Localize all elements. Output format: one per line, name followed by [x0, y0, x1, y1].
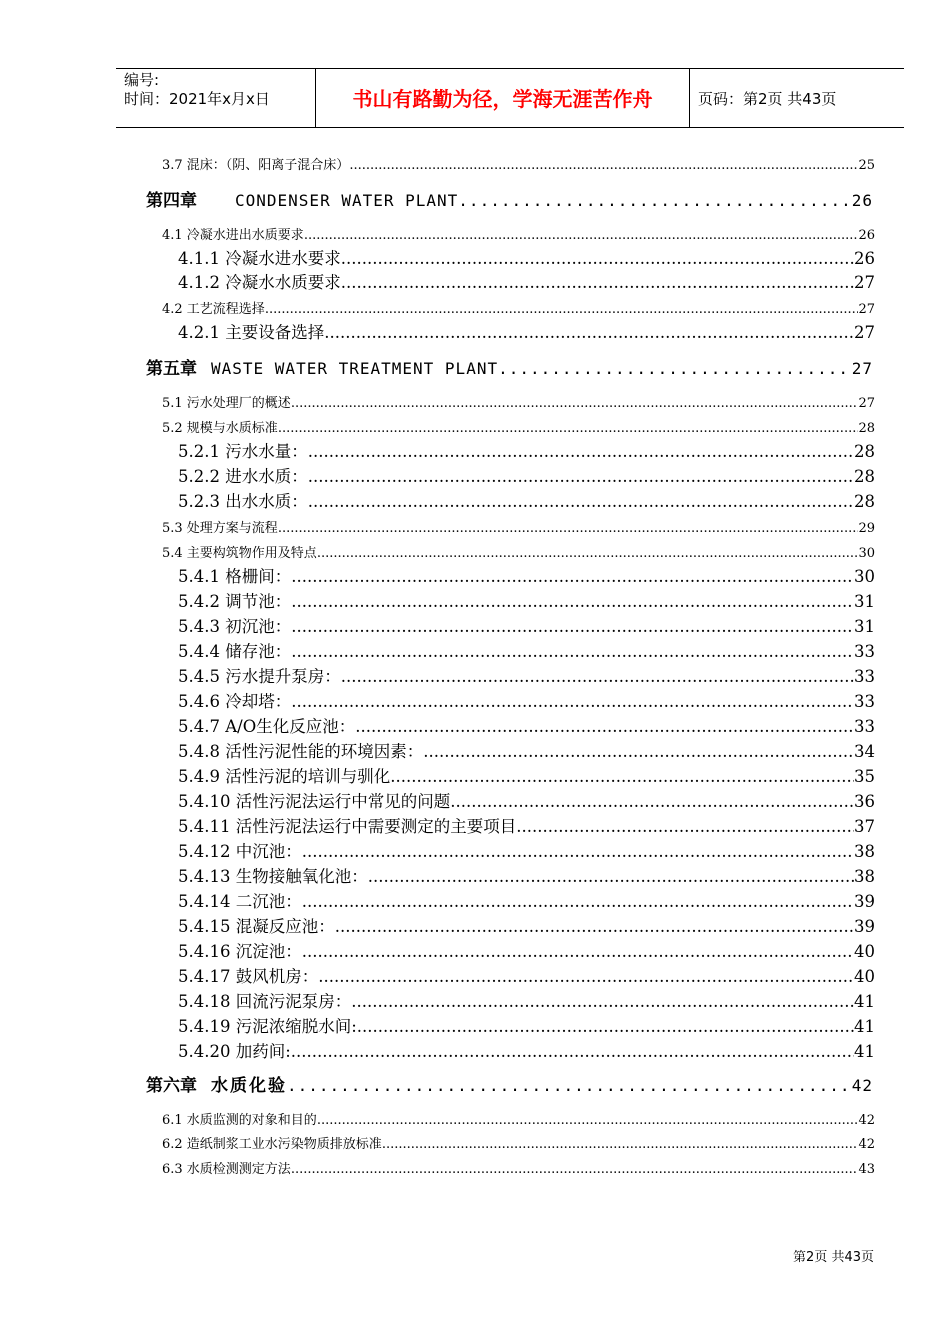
- toc-page-number: 33: [854, 692, 875, 711]
- toc-dot-leader: [304, 227, 859, 245]
- toc-page-number: 28: [854, 467, 875, 486]
- toc-page-number: 42: [858, 1137, 875, 1152]
- toc-dot-leader: [498, 358, 852, 380]
- toc-entry[interactable]: [178, 616, 875, 638]
- toc-entry-title: 4.1.1 冷凝水进水要求: [178, 249, 341, 268]
- toc-entry-title: 4.1.2 冷凝水水质要求: [178, 273, 341, 292]
- toc-entry-title: 4.1 冷凝水进出水质要求: [162, 228, 304, 243]
- toc-entry-title: 6.3 水质检测测定方法: [162, 1162, 291, 1177]
- toc-page-number: 27: [854, 273, 875, 292]
- toc-dot-leader: [291, 691, 854, 713]
- toc-entry[interactable]: [178, 916, 875, 938]
- toc-entry[interactable]: [162, 520, 875, 538]
- toc-entry-title: 5.4.16 沉淀池：: [178, 942, 302, 961]
- toc-dot-leader: [278, 520, 859, 538]
- toc-dot-leader: [291, 641, 854, 663]
- toc-entry-title: 5.4.7 A/O生化反应池：: [178, 717, 356, 736]
- toc-page-number: 27: [854, 323, 875, 342]
- toc-dot-leader: [349, 157, 858, 175]
- toc-page-number: 36: [854, 792, 875, 811]
- toc-page-number: 41: [854, 1042, 875, 1061]
- toc-entry-title: 5.4 主要构筑物作用及特点: [162, 546, 317, 561]
- toc-dot-leader: [324, 322, 854, 344]
- toc-entry[interactable]: [162, 395, 875, 413]
- toc-entry[interactable]: [162, 420, 875, 438]
- toc-chapter-entry[interactable]: [146, 358, 873, 380]
- toc-page-number: 40: [854, 967, 875, 986]
- toc-entry-title: 5.4.9 活性污泥的培训与驯化: [178, 767, 391, 786]
- toc-dot-leader: [335, 916, 854, 938]
- toc-page-number: 33: [854, 667, 875, 686]
- toc-page-number: 38: [854, 867, 875, 886]
- toc-dot-leader: [308, 491, 854, 513]
- serial-label: 编号:: [124, 71, 160, 89]
- toc-entry[interactable]: [178, 966, 875, 988]
- toc-page-number: 33: [854, 717, 875, 736]
- toc-dot-leader: [287, 1075, 852, 1097]
- toc-page-number: 28: [854, 492, 875, 511]
- toc-page-number: 28: [854, 442, 875, 461]
- toc-entry[interactable]: [162, 301, 875, 319]
- toc-entry[interactable]: [178, 891, 875, 913]
- toc-dot-leader: [450, 791, 854, 813]
- toc-page-number: 30: [854, 567, 875, 586]
- toc-page-number: 31: [854, 617, 875, 636]
- toc-dot-leader: [357, 1016, 854, 1038]
- toc-entry[interactable]: [178, 741, 875, 763]
- toc-entry-title: 6.2 造纸制浆工业水污染物质排放标准: [162, 1137, 382, 1152]
- toc-dot-leader: [302, 891, 854, 913]
- toc-entry-title: 5.2.3 出水水质：: [178, 492, 308, 511]
- toc-entry-title: 4.2 工艺流程选择: [162, 302, 265, 317]
- toc-entry-title: 5.4.11 活性污泥法运行中需要测定的主要项目: [178, 817, 517, 836]
- chapter-number: 第四章: [146, 191, 197, 211]
- toc-page-number: 28: [858, 421, 875, 436]
- toc-dot-leader: [458, 190, 851, 212]
- toc-dot-leader: [302, 841, 854, 863]
- toc-page-number: 27: [851, 359, 873, 378]
- toc-entry-title: 5.2.1 污水水量：: [178, 442, 308, 461]
- toc-page-number: 39: [854, 917, 875, 936]
- header-page-number: 页码：第2页 共43页: [698, 90, 837, 108]
- toc-page-number: 26: [854, 249, 875, 268]
- toc-entry-title: 3.7 混床：（阴、阳离子混合床）: [162, 158, 350, 173]
- chapter-number: 第五章: [146, 359, 197, 379]
- toc-dot-leader: [308, 466, 854, 488]
- toc-entry[interactable]: [178, 466, 875, 488]
- toc-dot-leader: [423, 741, 854, 763]
- toc-entry[interactable]: [162, 1161, 875, 1179]
- toc-dot-leader: [317, 1112, 859, 1130]
- toc-entry-title: 5.4.13 生物接触氧化池：: [178, 867, 368, 886]
- toc-entry-title: 5.4.19 污泥浓缩脱水间:: [178, 1017, 357, 1036]
- toc-entry-title: 5.4.4 储存池：: [178, 642, 292, 661]
- toc-dot-leader: [308, 441, 854, 463]
- toc-entry-title: 5.1 污水处理厂的概述: [162, 396, 291, 411]
- toc-dot-leader: [265, 301, 859, 319]
- toc-entry[interactable]: [162, 1112, 875, 1130]
- toc-entry-title: 5.4.20 加药间:: [178, 1042, 291, 1061]
- toc-entry-title: 5.4.15 混凝反应池：: [178, 917, 335, 936]
- toc-page-number: 31: [854, 592, 875, 611]
- header-page-cell: [690, 69, 904, 127]
- header-meta-cell: [116, 69, 316, 127]
- toc-entry-title: 5.2 规模与水质标准: [162, 421, 278, 436]
- toc-page-number: 26: [851, 191, 873, 210]
- toc-dot-leader: [317, 545, 859, 563]
- toc-entry[interactable]: [178, 766, 875, 788]
- toc-entry-title: 5.4.12 中沉池：: [178, 842, 302, 861]
- toc-entry-title: 4.2.1 主要设备选择: [178, 323, 325, 342]
- toc-page-number: 37: [854, 817, 875, 836]
- toc-page-number: 26: [858, 228, 875, 243]
- header-motto: 书山有路勤为径，学海无涯苦作舟: [352, 87, 653, 111]
- header-motto-cell: [316, 69, 690, 127]
- toc-entry[interactable]: [162, 227, 875, 245]
- toc-entry[interactable]: [178, 566, 875, 588]
- toc-page-number: 39: [854, 892, 875, 911]
- toc-dot-leader: [291, 1041, 854, 1063]
- toc-page-number: 43: [858, 1162, 875, 1177]
- toc-entry[interactable]: [178, 866, 875, 888]
- toc-dot-leader: [291, 395, 859, 413]
- toc-entry[interactable]: [178, 248, 875, 270]
- toc-dot-leader: [351, 991, 854, 1013]
- toc-entry-title: 5.4.8 活性污泥性能的环境因素：: [178, 742, 424, 761]
- toc-entry[interactable]: [178, 441, 875, 463]
- toc-dot-leader: [278, 420, 859, 438]
- toc-dot-leader: [291, 616, 854, 638]
- toc-dot-leader: [341, 248, 854, 270]
- toc-dot-leader: [382, 1136, 859, 1154]
- toc-dot-leader: [341, 272, 854, 294]
- toc-dot-leader: [291, 591, 854, 613]
- toc-page-number: 29: [858, 521, 875, 536]
- toc-page-number: 27: [858, 396, 875, 411]
- toc-entry[interactable]: [178, 841, 875, 863]
- chapter-title: 水质化验: [211, 1076, 287, 1096]
- toc-dot-leader: [291, 1161, 859, 1179]
- toc-entry[interactable]: [178, 691, 875, 713]
- toc-dot-leader: [355, 716, 854, 738]
- toc-entry[interactable]: [178, 322, 875, 344]
- toc-page-number: 41: [854, 1017, 875, 1036]
- toc-entry[interactable]: [178, 666, 875, 688]
- toc-entry-title: 5.4.14 二沉池：: [178, 892, 302, 911]
- chapter-title: WASTE WATER TREATMENT PLANT: [211, 359, 499, 378]
- toc-entry[interactable]: [178, 791, 875, 813]
- toc-chapter-title: [146, 190, 458, 212]
- toc-entry[interactable]: [178, 1041, 875, 1063]
- toc-page-number: 41: [854, 992, 875, 1011]
- chapter-title: CONDENSER WATER PLANT: [235, 191, 459, 210]
- toc-entry-title: 5.4.6 冷却塔：: [178, 692, 292, 711]
- toc-page-number: 33: [854, 642, 875, 661]
- toc-entry-title: 5.4.1 格栅间：: [178, 567, 292, 586]
- toc-entry[interactable]: [178, 641, 875, 663]
- toc-page-number: 25: [858, 158, 875, 173]
- toc-entry-title: 6.1 水质监测的对象和目的: [162, 1113, 317, 1128]
- toc-dot-leader: [291, 566, 854, 588]
- toc-page-number: 40: [854, 942, 875, 961]
- toc-entry-title: 5.4.2 调节池：: [178, 592, 292, 611]
- time-label: 时间：2021年x月x日: [124, 90, 270, 108]
- toc-page-number: 38: [854, 842, 875, 861]
- toc-page-number: 34: [854, 742, 875, 761]
- toc-page-number: 35: [854, 767, 875, 786]
- toc-chapter-entry[interactable]: [146, 1075, 873, 1097]
- toc-chapter-title: [146, 1075, 287, 1097]
- toc-entry-title: 5.3 处理方案与流程: [162, 521, 278, 536]
- toc-dot-leader: [368, 866, 854, 888]
- toc-entry[interactable]: [162, 157, 875, 175]
- toc-entry[interactable]: [178, 991, 875, 1013]
- toc-entry[interactable]: [178, 591, 875, 613]
- toc-entry-title: 5.4.18 回流污泥泵房：: [178, 992, 352, 1011]
- toc-dot-leader: [516, 816, 854, 838]
- footer-page-number: 第2页 共43页: [793, 1250, 874, 1265]
- toc-entry-title: 5.4.17 鼓风机房：: [178, 967, 319, 986]
- toc-entry[interactable]: [178, 1016, 875, 1038]
- toc-entry[interactable]: [178, 491, 875, 513]
- toc-entry[interactable]: [178, 716, 875, 738]
- toc-entry-title: 5.4.5 污水提升泵房：: [178, 667, 341, 686]
- toc-entry[interactable]: [178, 941, 875, 963]
- toc-page-number: 27: [858, 302, 875, 317]
- toc-entry[interactable]: [162, 1136, 875, 1154]
- toc-entry[interactable]: [162, 545, 875, 563]
- toc-entry-title: 5.2.2 进水水质：: [178, 467, 308, 486]
- toc-page-number: 42: [851, 1076, 873, 1095]
- toc-chapter-entry[interactable]: [146, 190, 873, 212]
- toc-dot-leader: [341, 666, 854, 688]
- toc-entry[interactable]: [178, 816, 875, 838]
- toc-page-number: 30: [858, 546, 875, 561]
- toc-entry-title: 5.4.10 活性污泥法运行中常见的问题: [178, 792, 451, 811]
- toc-page-number: 42: [858, 1113, 875, 1128]
- toc-dot-leader: [390, 766, 854, 788]
- toc-chapter-title: [146, 358, 498, 380]
- toc-entry-title: 5.4.3 初沉池：: [178, 617, 292, 636]
- chapter-number: 第六章: [146, 1076, 197, 1096]
- toc-dot-leader: [318, 966, 854, 988]
- page-header: [116, 68, 904, 128]
- toc-dot-leader: [302, 941, 854, 963]
- toc-entry[interactable]: [178, 272, 875, 294]
